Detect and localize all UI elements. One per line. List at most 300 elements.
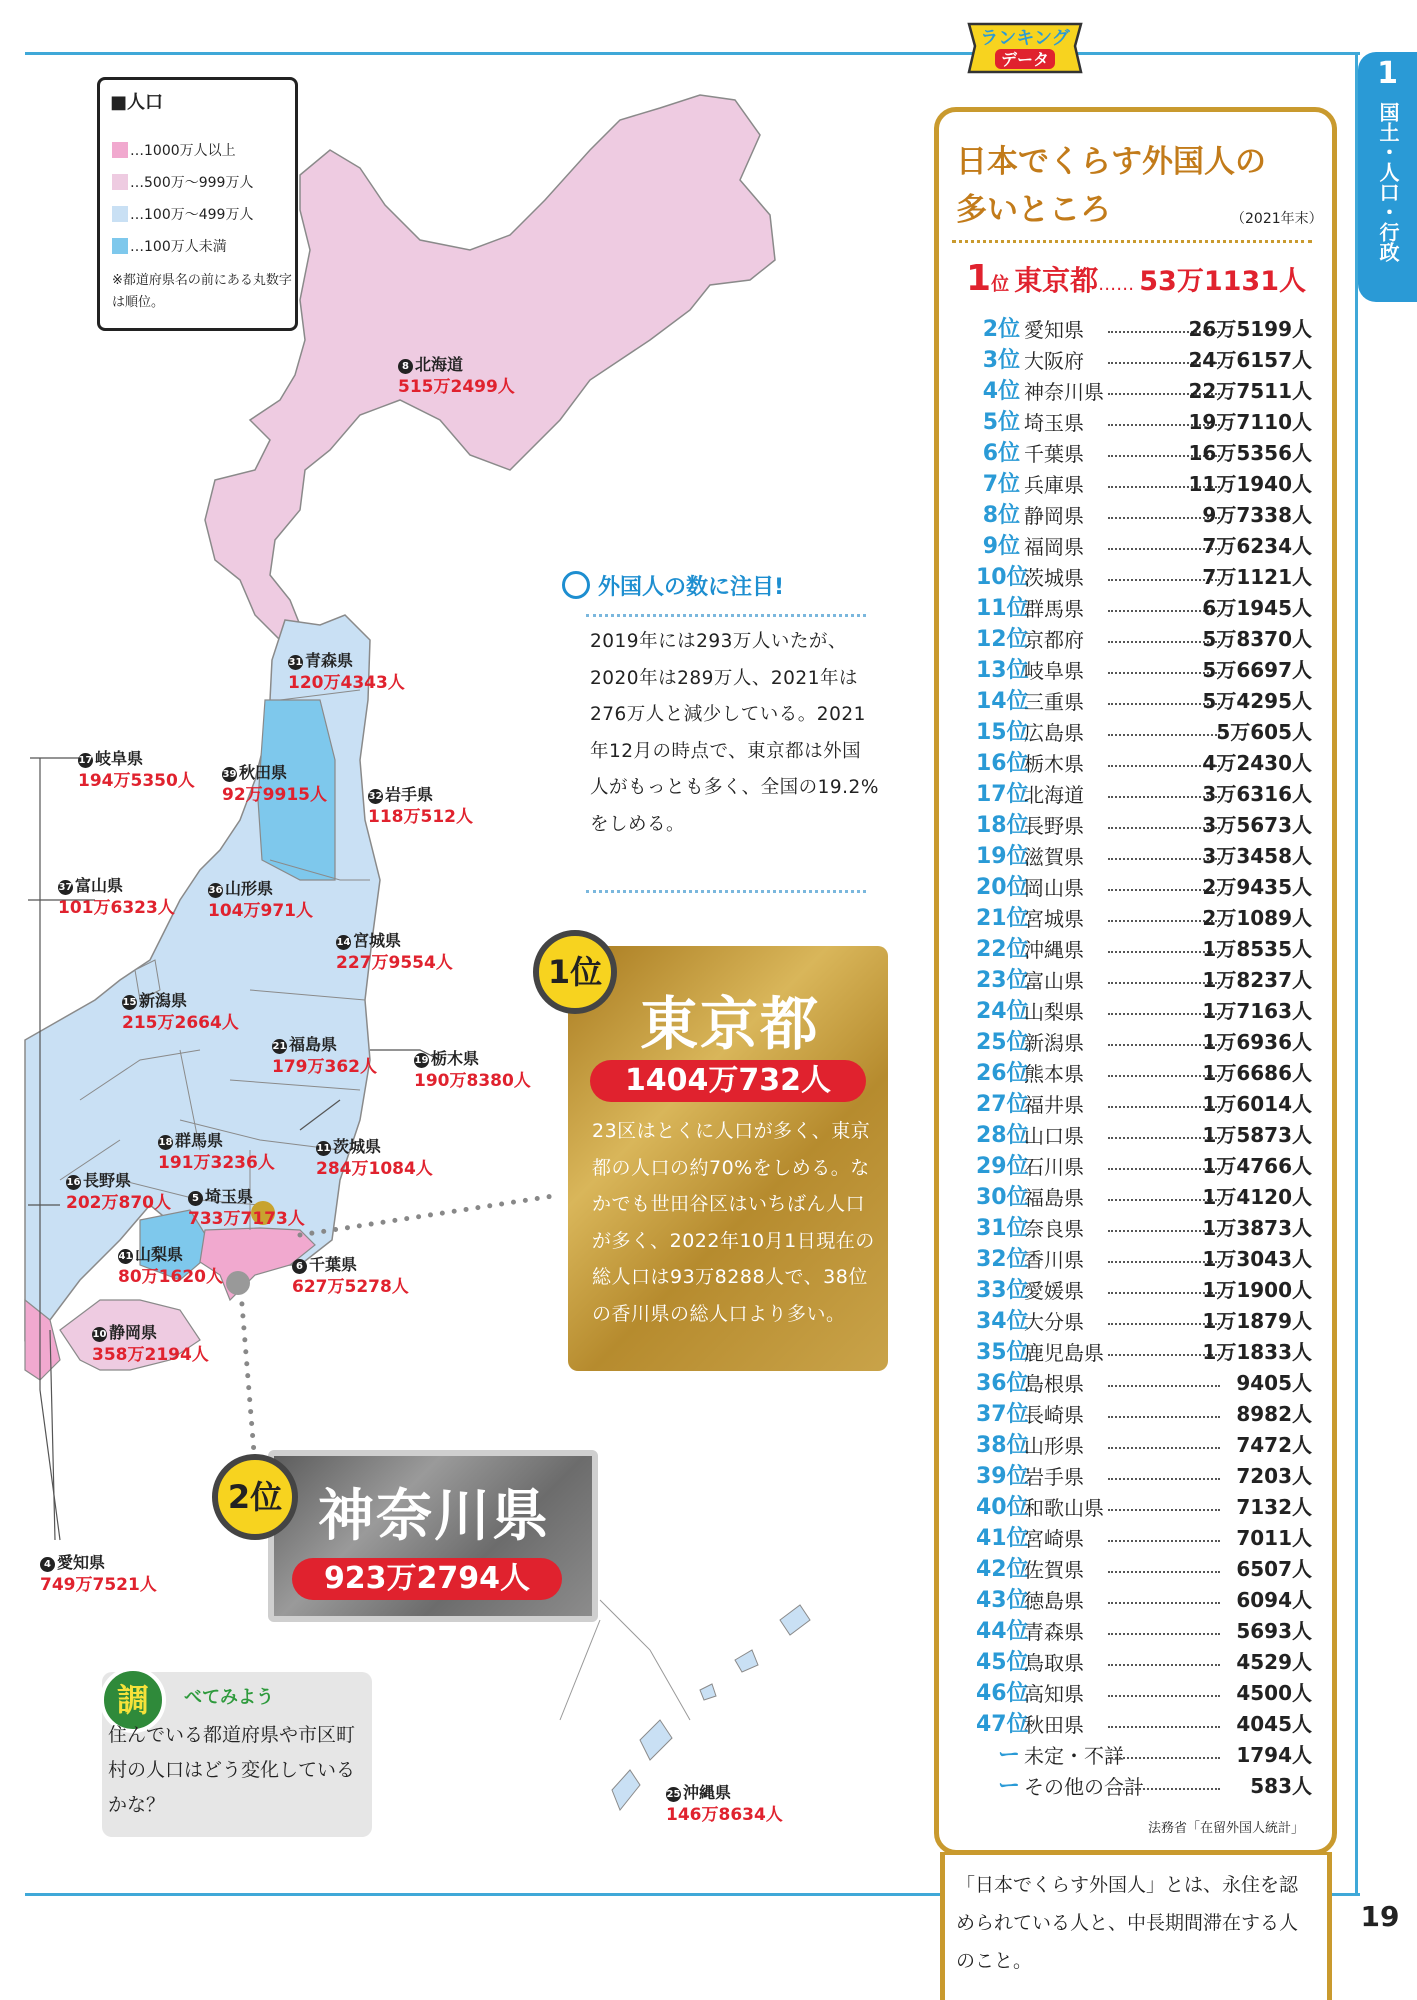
ranking-row — [976, 343, 1316, 374]
ranking-value: 583人 — [1250, 1774, 1312, 1798]
ranking-value: 1万8535人 — [1202, 937, 1312, 961]
banner-bottom-text: データ — [1000, 50, 1050, 69]
chapter-tab — [1358, 52, 1417, 302]
rank-marker: 5 — [188, 1191, 203, 1206]
ranking-prefecture: 長野県 — [1024, 814, 1084, 838]
prefecture-name: 岐阜県 — [95, 749, 144, 768]
prefecture-population: 733万7173人 — [188, 1209, 305, 1229]
ranking-prefecture: 山梨県 — [1024, 1000, 1084, 1024]
rank-marker: 8 — [398, 359, 413, 374]
tokyo-description: 23区はとくに人口が多く、東京都の人口の約70%をしめる。なかでも世田谷区はいちばん人口が多く、2022年10月1日現在の総人口は93万8288人で、38位の香川県の総人口より多い。 — [592, 1120, 875, 1325]
ranking-value: 4045人 — [1236, 1712, 1312, 1736]
ranking-row — [976, 932, 1316, 963]
prefecture-name: 長野県 — [83, 1171, 132, 1190]
prefecture-population: 515万2499人 — [398, 377, 515, 397]
ranking-row — [976, 1459, 1316, 1490]
rank-marker: 39 — [222, 769, 237, 780]
ranking-rank: 41位 — [976, 1526, 1029, 1551]
chapter-number: 1 — [1377, 56, 1398, 91]
ranking-rank: 45位 — [976, 1650, 1029, 1675]
ranking-row — [976, 1273, 1316, 1304]
ranking-divider — [952, 240, 1312, 243]
top-rank-number: 1 — [966, 258, 992, 299]
ranking-row — [976, 1366, 1316, 1397]
ranking-leader-dots — [1108, 734, 1220, 736]
ranking-rank: 27位 — [976, 1092, 1029, 1117]
ranking-leader-dots — [1108, 1416, 1220, 1418]
ranking-row — [976, 1490, 1316, 1521]
ranking-value: 1万7163人 — [1202, 999, 1312, 1023]
map-label-tochigi — [414, 1048, 531, 1092]
banner-top-text: ランキング — [980, 28, 1070, 49]
ranking-value: 1万6686人 — [1202, 1061, 1312, 1085]
prefecture-name: 千葉県 — [309, 1255, 358, 1274]
ranking-prefecture: 宮崎県 — [1024, 1527, 1084, 1551]
ranking-row — [976, 1025, 1316, 1056]
map-label-okinawa — [666, 1782, 783, 1826]
foreigner-callout — [562, 570, 879, 890]
rank-2-badge-text: 2位 — [227, 1478, 283, 1516]
map-legend — [97, 77, 298, 331]
rank-marker: 16 — [66, 1177, 81, 1188]
ranking-row — [976, 839, 1316, 870]
rank-marker: 17 — [78, 755, 93, 766]
map-label-saitama — [188, 1186, 305, 1230]
legend-label: …1000万人以上 — [130, 143, 236, 159]
ranking-prefecture: 大分県 — [1024, 1310, 1084, 1334]
ranking-prefecture: 鹿児島県 — [1024, 1341, 1104, 1365]
ranking-leader-dots — [1108, 1478, 1220, 1480]
ranking-rank: 11位 — [976, 596, 1029, 621]
ranking-row — [976, 1304, 1316, 1335]
rank-marker: 4 — [40, 1557, 55, 1572]
ranking-prefecture: 神奈川県 — [1024, 380, 1104, 404]
map-label-gunma — [158, 1130, 275, 1174]
ranking-prefecture: 滋賀県 — [1024, 845, 1084, 869]
ranking-value: 1万6936人 — [1202, 1030, 1312, 1054]
prefecture-name: 岩手県 — [385, 785, 434, 804]
ranking-leader-dots — [1108, 1664, 1220, 1666]
ranking-prefecture: 福島県 — [1024, 1186, 1084, 1210]
ranking-row — [976, 1242, 1316, 1273]
ranking-prefecture: 三重県 — [1024, 690, 1084, 714]
ranking-prefecture: 沖縄県 — [1024, 938, 1084, 962]
ranking-rank: 26位 — [976, 1061, 1029, 1086]
ranking-prefecture: 山形県 — [1024, 1434, 1084, 1458]
ranking-rank: 46位 — [976, 1681, 1029, 1706]
ranking-value: 4529人 — [1236, 1650, 1312, 1674]
ranking-value: 5693人 — [1236, 1619, 1312, 1643]
ranking-value: 5万8370人 — [1202, 627, 1312, 651]
callout-top-divider — [586, 614, 866, 617]
rank-1-badge-text: 1位 — [547, 953, 603, 991]
ranking-prefecture: 島根県 — [1024, 1372, 1084, 1396]
ranking-rank: 12位 — [976, 627, 1029, 652]
ranking-rank: 20位 — [976, 875, 1029, 900]
ranking-prefecture: 徳島県 — [1024, 1589, 1084, 1613]
prefecture-name: 群馬県 — [175, 1131, 224, 1150]
ranking-prefecture: 佐賀県 — [1024, 1558, 1084, 1582]
map-label-yamanashi — [118, 1244, 223, 1288]
prefecture-name: 山梨県 — [135, 1245, 184, 1264]
map-label-aichi — [40, 1552, 157, 1596]
ranking-row — [976, 1707, 1316, 1738]
ranking-row — [976, 870, 1316, 901]
ranking-value: 1万4766人 — [1202, 1154, 1312, 1178]
ranking-title-line1: 日本でくらす外国人の — [956, 144, 1266, 180]
ranking-row — [976, 963, 1316, 994]
ranking-prefecture: 宮城県 — [1024, 907, 1084, 931]
ranking-value: 5万4295人 — [1202, 689, 1312, 713]
ranking-value: 1万4120人 — [1202, 1185, 1312, 1209]
ranking-prefecture: 奈良県 — [1024, 1217, 1084, 1241]
ranking-value: 19万7110人 — [1188, 410, 1312, 434]
prefecture-name: 青森県 — [305, 651, 354, 670]
prefecture-name: 栃木県 — [431, 1049, 480, 1068]
ranking-row — [976, 1211, 1316, 1242]
map-label-nagano — [66, 1170, 171, 1214]
ranking-prefecture: 福岡県 — [1024, 535, 1084, 559]
ranking-value: 4万2430人 — [1202, 751, 1312, 775]
ranking-value: 2万9435人 — [1202, 875, 1312, 899]
research-text: 住んでいる都道府県や市区町村の人口はどう変化しているかな？ — [108, 1724, 356, 1816]
map-label-chiba — [292, 1254, 409, 1298]
ranking-rank: ー — [997, 1743, 1020, 1768]
ranking-value: 1万1879人 — [1202, 1309, 1312, 1333]
rank-marker: 41 — [118, 1251, 133, 1262]
prefecture-population: 227万9554人 — [336, 953, 453, 973]
ranking-prefecture: 群馬県 — [1024, 597, 1084, 621]
map-label-shizuoka — [92, 1322, 209, 1366]
prefecture-population: 120万4343人 — [288, 673, 405, 693]
ranking-prefecture: 香川県 — [1024, 1248, 1084, 1272]
ranking-rank: 9位 — [982, 534, 1020, 559]
ranking-row — [976, 591, 1316, 622]
prefecture-population: 190万8380人 — [414, 1071, 531, 1091]
ranking-prefecture: その他の合計 — [1024, 1775, 1144, 1799]
kanagawa-population: 923万2794人 — [292, 1558, 562, 1600]
ranking-rank: 19位 — [976, 844, 1029, 869]
kanagawa-name: 神奈川県 — [318, 1484, 550, 1549]
prefecture-population: 749万7521人 — [40, 1575, 157, 1595]
ranking-leader-dots — [1108, 1633, 1220, 1635]
ranking-row — [976, 467, 1316, 498]
ranking-rank: 10位 — [976, 565, 1029, 590]
prefecture-population: 358万2194人 — [92, 1345, 209, 1365]
ranking-prefecture: 埼玉県 — [1024, 411, 1084, 435]
map-label-gifu — [78, 748, 195, 792]
ranking-rank: 4位 — [982, 379, 1020, 404]
ranking-row — [976, 1180, 1316, 1211]
ranking-value: 11万1940人 — [1188, 472, 1312, 496]
check-icon — [562, 571, 590, 599]
rank-marker: 14 — [336, 937, 351, 948]
ranking-rank: 32位 — [976, 1247, 1029, 1272]
prefecture-name: 静岡県 — [109, 1323, 158, 1342]
ranking-value: 1万6014人 — [1202, 1092, 1312, 1116]
rank-marker: 6 — [292, 1259, 307, 1274]
tokyo-name: 東京都 — [640, 990, 821, 1058]
top-rank-suffix: 位 — [991, 274, 1010, 295]
ranking-prefecture: 茨城県 — [1024, 566, 1084, 590]
ranking-rank: 28位 — [976, 1123, 1029, 1148]
ranking-prefecture: 青森県 — [1024, 1620, 1084, 1644]
ranking-row — [976, 1521, 1316, 1552]
ranking-rank: 35位 — [976, 1340, 1029, 1365]
ranking-rank: 6位 — [982, 441, 1020, 466]
legend-swatch — [112, 142, 128, 158]
ranking-rank: 5位 — [982, 410, 1020, 435]
ranking-value: 7132人 — [1236, 1495, 1312, 1519]
ranking-prefecture: 鳥取県 — [1024, 1651, 1084, 1675]
rank-marker: 21 — [272, 1041, 287, 1052]
ranking-prefecture: 富山県 — [1024, 969, 1084, 993]
ranking-leader-dots — [1108, 1602, 1220, 1604]
ranking-rank: 13位 — [976, 658, 1029, 683]
ranking-prefecture: 岐阜県 — [1024, 659, 1084, 683]
ranking-value: 9405人 — [1236, 1371, 1312, 1395]
ranking-row — [976, 622, 1316, 653]
rank-marker: 31 — [288, 657, 303, 668]
ranking-value: 16万5356人 — [1188, 441, 1312, 465]
research-heading: べてみよう — [184, 1687, 274, 1708]
ranking-rank: 39位 — [976, 1464, 1029, 1489]
ranking-rank: 8位 — [982, 503, 1020, 528]
legend-item — [112, 172, 253, 192]
ranking-row — [976, 1149, 1316, 1180]
ranking-row — [976, 684, 1316, 715]
ranking-prefecture: 北海道 — [1024, 783, 1084, 807]
ranking-row — [976, 1583, 1316, 1614]
ranking-value: 6万1945人 — [1202, 596, 1312, 620]
ranking-leader-dots — [1108, 1757, 1220, 1759]
ranking-row — [976, 498, 1316, 529]
ranking-value: 1万1900人 — [1202, 1278, 1312, 1302]
tokyo-population: 1404万732人 — [590, 1060, 866, 1102]
ranking-leader-dots — [1108, 1695, 1220, 1697]
ranking-row — [976, 994, 1316, 1025]
ranking-value: 22万7511人 — [1188, 379, 1312, 403]
callout-bottom-divider — [586, 890, 866, 893]
ranking-rank: 30位 — [976, 1185, 1029, 1210]
legend-item — [112, 204, 253, 224]
ranking-rank: 31位 — [976, 1216, 1029, 1241]
ranking-value: 9万7338人 — [1202, 503, 1312, 527]
ranking-value: 7203人 — [1236, 1464, 1312, 1488]
prefecture-name: 新潟県 — [139, 991, 188, 1010]
ranking-prefecture: 京都府 — [1024, 628, 1084, 652]
prefecture-name: 富山県 — [75, 876, 124, 895]
ranking-value: 6507人 — [1236, 1557, 1312, 1581]
ranking-value: 7472人 — [1236, 1433, 1312, 1457]
legend-swatch — [112, 238, 128, 254]
prefecture-name: 愛知県 — [57, 1553, 106, 1572]
ranking-value: 1794人 — [1236, 1743, 1312, 1767]
ranking-row — [976, 1738, 1316, 1769]
ranking-value: 3万6316人 — [1202, 782, 1312, 806]
ranking-date: （2021年末） — [1231, 211, 1323, 227]
ranking-row — [976, 560, 1316, 591]
prefecture-population: 104万971人 — [208, 901, 313, 921]
top-rank-name: 東京都 — [1014, 264, 1099, 297]
ranking-title-line2: 多いところ — [956, 192, 1111, 228]
prefecture-population: 179万362人 — [272, 1057, 377, 1077]
ranking-row — [976, 653, 1316, 684]
ranking-row — [976, 436, 1316, 467]
ranking-prefecture: 和歌山県 — [1024, 1496, 1104, 1520]
ranking-row — [976, 1614, 1316, 1645]
map-label-niigata — [122, 990, 239, 1034]
ranking-rank: ー — [997, 1774, 1020, 1799]
ranking-prefecture: 山口県 — [1024, 1124, 1084, 1148]
legend-item — [112, 236, 227, 256]
prefecture-name: 北海道 — [415, 355, 464, 374]
ranking-rank: 33位 — [976, 1278, 1029, 1303]
legend-label: …500万～999万人 — [130, 175, 254, 191]
ranking-row — [976, 1056, 1316, 1087]
ranking-rank: 29位 — [976, 1154, 1029, 1179]
ranking-prefecture: 兵庫県 — [1024, 473, 1084, 497]
rank-marker: 37 — [58, 882, 73, 893]
ranking-rank: 23位 — [976, 968, 1029, 993]
prefecture-population: 146万8634人 — [666, 1805, 783, 1825]
ranking-prefecture: 長崎県 — [1024, 1403, 1084, 1427]
prefecture-name: 茨城県 — [333, 1137, 382, 1156]
rank-marker: 32 — [368, 791, 383, 802]
ranking-value: 8982人 — [1236, 1402, 1312, 1426]
map-label-akita — [222, 762, 327, 806]
ranking-value: 7万6234人 — [1202, 534, 1312, 558]
ranking-value: 5万605人 — [1216, 720, 1312, 744]
magnifier-icon: 調 — [100, 1667, 166, 1733]
map-label-ibaraki — [316, 1136, 433, 1180]
callout-body: 2019年には293万人いたが、2020年は289万人、2021年は276万人と減少している。2021年12月の時点で、東京都は外国人がもっとも多く、全国の19.2%をしめる。 — [590, 631, 879, 835]
map-label-iwate — [368, 784, 473, 828]
ranking-value: 6094人 — [1236, 1588, 1312, 1612]
legend-title: ■人口 — [110, 92, 164, 113]
prefecture-population: 101万6323人 — [58, 898, 175, 918]
rank-marker: 25 — [666, 1789, 681, 1800]
callout-heading-text: 外国人の数に注目! — [598, 575, 785, 600]
ranking-row — [976, 405, 1316, 436]
top-rank-dots: …… — [1098, 274, 1135, 295]
prefecture-population: 191万3236人 — [158, 1153, 275, 1173]
ranking-row — [976, 1769, 1316, 1800]
ranking-value: 3万5673人 — [1202, 813, 1312, 837]
ranking-prefecture: 岡山県 — [1024, 876, 1084, 900]
legend-label: …100万人未満 — [130, 239, 227, 255]
map-label-toyama — [58, 875, 175, 919]
ranking-row — [976, 374, 1316, 405]
prefecture-population: 202万870人 — [66, 1193, 171, 1213]
ranking-rank: 17位 — [976, 782, 1029, 807]
ranking-value: 1万5873人 — [1202, 1123, 1312, 1147]
ranking-rank: 37位 — [976, 1402, 1029, 1427]
ranking-value: 4500人 — [1236, 1681, 1312, 1705]
prefecture-population: 194万5350人 — [78, 771, 195, 791]
ranking-rank: 7位 — [982, 472, 1020, 497]
ranking-rank: 47位 — [976, 1712, 1029, 1737]
ranking-leader-dots — [1108, 1788, 1220, 1790]
ranking-prefecture: 大阪府 — [1024, 349, 1084, 373]
ranking-row — [976, 901, 1316, 932]
ranking-rank: 24位 — [976, 999, 1029, 1024]
ranking-row — [976, 746, 1316, 777]
prefecture-population: 215万2664人 — [122, 1013, 239, 1033]
top-frame-line — [25, 52, 1360, 55]
ranking-prefecture: 秋田県 — [1024, 1713, 1084, 1737]
ranking-prefecture: 千葉県 — [1024, 442, 1084, 466]
ranking-leader-dots — [1108, 1509, 1220, 1511]
ranking-prefecture: 栃木県 — [1024, 752, 1084, 776]
ranking-rank: 38位 — [976, 1433, 1029, 1458]
ranking-leader-dots — [1108, 1726, 1220, 1728]
ranking-rank: 25位 — [976, 1030, 1029, 1055]
ranking-rank: 34位 — [976, 1309, 1029, 1334]
map-label-fukushima — [272, 1034, 377, 1078]
legend-item — [112, 140, 236, 160]
ranking-rank: 16位 — [976, 751, 1029, 776]
rank-marker: 11 — [316, 1143, 331, 1154]
ranking-leader-dots — [1108, 1385, 1220, 1387]
ranking-prefecture: 未定・不詳 — [1024, 1744, 1124, 1768]
ranking-rank: 22位 — [976, 937, 1029, 962]
map-label-aomori — [288, 650, 405, 694]
ranking-prefecture: 新潟県 — [1024, 1031, 1084, 1055]
ranking-rank: 36位 — [976, 1371, 1029, 1396]
ranking-value: 1万8237人 — [1202, 968, 1312, 992]
ranking-prefecture: 石川県 — [1024, 1155, 1084, 1179]
ranking-leader-dots — [1108, 1447, 1220, 1449]
ranking-row — [976, 529, 1316, 560]
ranking-value: 1万3873人 — [1202, 1216, 1312, 1240]
ranking-value: 1万1833人 — [1202, 1340, 1312, 1364]
ranking-source: 法務省「在留外国人統計」 — [1148, 1821, 1305, 1836]
ranking-top-row — [966, 258, 1306, 299]
rank-marker: 15 — [122, 997, 137, 1008]
ranking-rank: 18位 — [976, 813, 1029, 838]
rank-1-badge — [533, 930, 617, 1014]
ranking-rank: 14位 — [976, 689, 1029, 714]
rank-marker: 36 — [208, 885, 223, 896]
prefecture-population: 118万512人 — [368, 807, 473, 827]
ranking-row — [976, 1335, 1316, 1366]
ranking-footnote: 「日本でくらす外国人」とは、永住を認められている人と、中長期間滞在する人のこと。 — [956, 1874, 1299, 1972]
legend-note: ※都道府県名の前にある丸数字は順位。 — [112, 273, 292, 310]
page-number: 19 — [1360, 1900, 1400, 1933]
ranking-leader-dots — [1108, 1571, 1220, 1573]
map-label-yamagata — [208, 878, 313, 922]
ranking-prefecture: 愛媛県 — [1024, 1279, 1084, 1303]
prefecture-population: 92万9915人 — [222, 785, 327, 805]
prefecture-population: 284万1084人 — [316, 1159, 433, 1179]
ranking-value: 3万3458人 — [1202, 844, 1312, 868]
ranking-rank: 3位 — [982, 348, 1020, 373]
ranking-row — [976, 1552, 1316, 1583]
prefecture-name: 秋田県 — [239, 763, 288, 782]
ranking-prefecture: 静岡県 — [1024, 504, 1084, 528]
prefecture-name: 宮城県 — [353, 931, 402, 950]
prefecture-population: 627万5278人 — [292, 1277, 409, 1297]
ranking-prefecture: 熊本県 — [1024, 1062, 1084, 1086]
ranking-leader-dots — [1108, 1540, 1220, 1542]
ranking-rank: 21位 — [976, 906, 1029, 931]
ranking-row — [976, 1087, 1316, 1118]
ranking-value: 7万1121人 — [1202, 565, 1312, 589]
legend-label: …100万～499万人 — [130, 207, 254, 223]
ranking-row — [976, 1428, 1316, 1459]
ranking-value: 2万1089人 — [1202, 906, 1312, 930]
